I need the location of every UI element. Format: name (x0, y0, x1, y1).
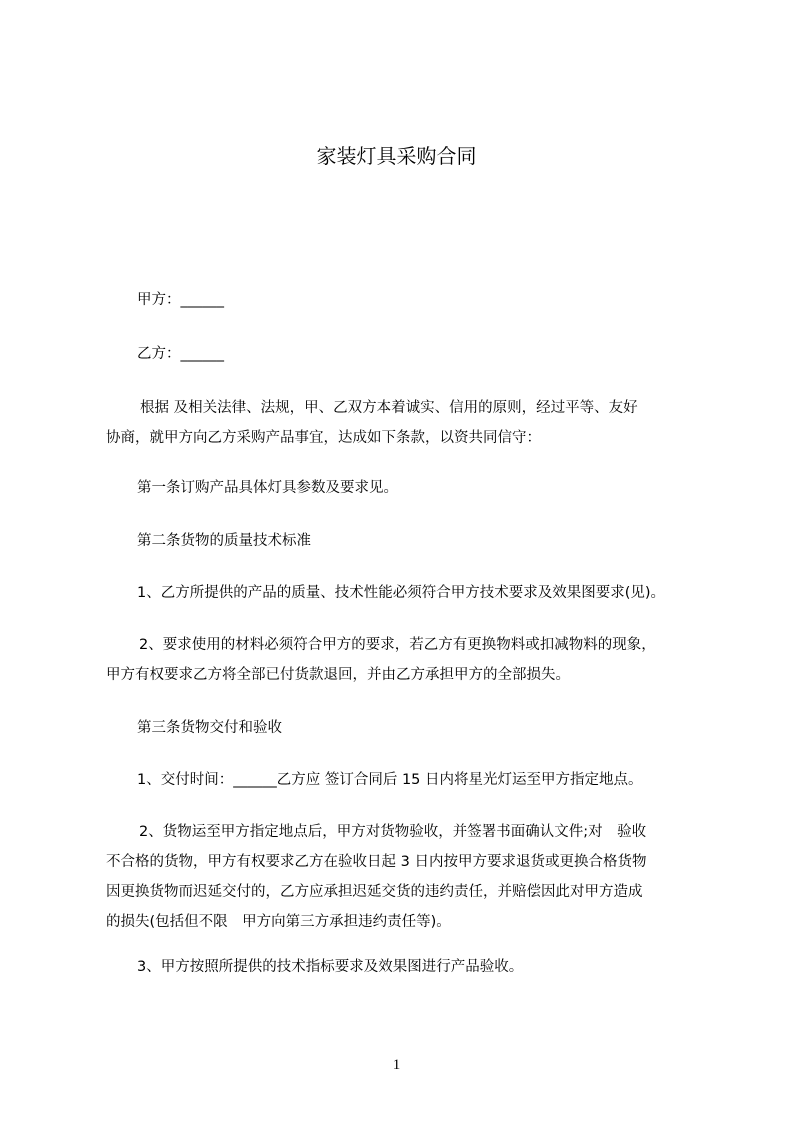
preamble-line-2: 协商，就甲方向乙方采购产品事宜，达成如下条款，以资共同信守： (106, 430, 541, 446)
article-3-item-2-line-3: 因更换货物而迟延交付的，乙方应承担迟延交货的违约责任，并赔偿因此对甲方造成 (106, 884, 643, 900)
article-2-item-2-line-2: 甲方有权要求乙方将全部已付货款退回，并由乙方承担甲方的全部损失。 (106, 667, 570, 683)
article-3-item-2 (106, 817, 646, 937)
party-a-line: 甲方：______ (137, 292, 224, 308)
article-1: 第一条订购产品具体灯具参数及要求见。 (137, 480, 398, 496)
article-2-item-2-line-1: 2、要求使用的材料必须符合甲方的要求，若乙方有更换物料或扣减物料的现象， (139, 637, 656, 653)
article-3-item-3: 3、甲方按照所提供的技术指标要求及效果图进行产品验收。 (137, 959, 524, 975)
party-b-line: 乙方：______ (137, 346, 224, 362)
document-title: 家装灯具采购合同 (316, 144, 477, 168)
article-3-item-1: 1、交付时间：______乙方应 签订合同后 15 日内将星光灯运至甲方指定地点。 (137, 772, 643, 788)
preamble-line-1: 根据 及相关法律、法规，甲、乙双方本着诚实、信用的原则，经过平等、友好 (140, 400, 638, 416)
article-3-item-2-line-4: 的损失(包括但不限 甲方向第三方承担违约责任等)。 (106, 914, 451, 930)
article-2-title: 第二条货物的质量技术标准 (137, 533, 311, 549)
article-2-item-2 (106, 630, 656, 690)
preamble-paragraph (106, 393, 638, 453)
article-3-item-2-line-2: 不合格的货物，甲方有权要求乙方在验收日起 3 日内按甲方要求退货或更换合格货物 (106, 854, 647, 870)
article-2-item-1: 1、乙方所提供的产品的质量、技术性能必须符合甲方技术要求及效果图要求(见)。 (137, 585, 666, 601)
article-3-item-2-line-1: 2、货物运至甲方指定地点后，甲方对货物验收，并签署书面确认文件;对 验收 (139, 824, 647, 840)
page-number: 1 (392, 1057, 401, 1073)
article-3-title: 第三条货物交付和验收 (137, 720, 282, 736)
